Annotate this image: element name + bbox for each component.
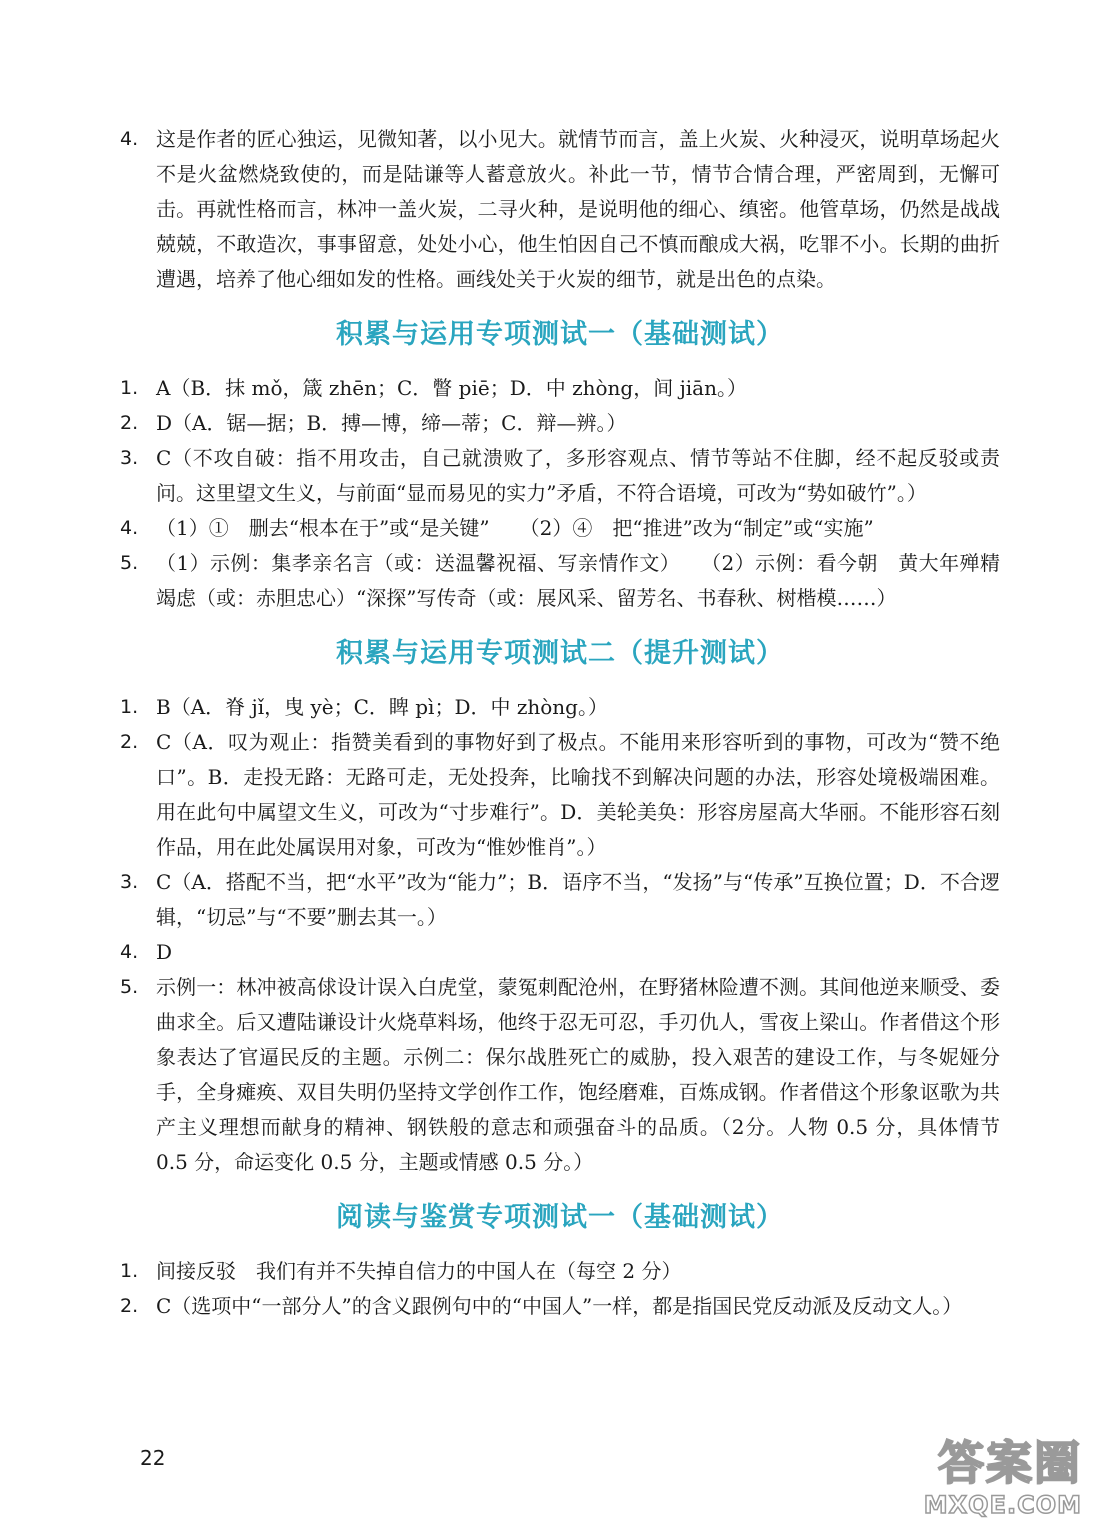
item-number: 3.	[120, 871, 139, 893]
item-number: 1.	[120, 1260, 139, 1282]
item-number: 2.	[120, 412, 139, 434]
answer-item	[120, 122, 1000, 297]
watermark-main: 答案圈	[938, 1436, 1082, 1490]
item-number: 4.	[120, 941, 139, 963]
item-text: （1）示例：集孝亲名言（或：送温馨祝福、写亲情作文） （2）示例：看今朝 黄大年殚精竭虑（或：赤胆忠心）“深探”写传奇（或：展风采、留芳名、书春秋、树楷模……）	[156, 551, 1000, 610]
answer-item	[120, 690, 1000, 725]
item-number: 2.	[120, 731, 139, 753]
watermark-sub: MXQE.COM	[923, 1491, 1082, 1519]
answer-item	[120, 546, 1000, 616]
item-text: 间接反驳 我们有并不失掉自信力的中国人在（每空 2 分）	[156, 1259, 682, 1283]
answer-item	[120, 441, 1000, 511]
answer-item	[120, 1289, 1000, 1324]
section-title: 积累与运用专项测试一（基础测试）	[336, 319, 784, 350]
page-content	[120, 122, 1000, 1324]
item-number: 1.	[120, 696, 139, 718]
section-title: 阅读与鉴赏专项测试一（基础测试）	[336, 1202, 784, 1233]
item-text: C（A．叹为观止：指赞美看到的事物好到了极点。不能用来形容听到的事物，可改为“赞不绝口”。B．走投无路：无路可走，无处投奔，比喻找不到解决问题的办法，形容处境极端困难。用在此句中属望文生义，可改为“寸步难行”。D．美轮美奂：形容房屋高大华丽。不能形容石刻作品，用在此处属误用对象，可改为“惟妙惟肖”。）	[156, 730, 1000, 859]
item-text: 这是作者的匠心独运，见微知著，以小见大。就情节而言，盖上火炭、火种浸灭，说明草场起火不是火盆燃烧致使的，而是陆谦等人蓄意放火。补此一节，情节合情合理，严密周到，无懈可击。再就性格而言，林冲一盖火炭，二寻火种，是说明他的细心、缜密。他管草场，仍然是战战兢兢，不敢造次，事事留意，处处小心，他生怕因自己不慎而酿成大祸，吃罪不小。长期的曲折遭遇，培养了他心细如发的性格。画线处关于火炭的细节，就是出色的点染。	[156, 127, 1000, 291]
item-number: 2.	[120, 1295, 139, 1317]
answer-item	[120, 725, 1000, 865]
page-number: 22	[140, 1446, 166, 1470]
item-text: D（A．锯—据；B．搏—博，缔—蒂；C．辩—辨。）	[156, 411, 627, 435]
section-accumulation-1	[120, 317, 1000, 616]
item-number: 4.	[120, 128, 139, 150]
watermark-logo	[902, 1436, 1082, 1528]
item-number: 5.	[120, 552, 139, 574]
answer-item	[120, 970, 1000, 1180]
item-text: D	[156, 940, 173, 964]
item-text: C（A．搭配不当，把“水平”改为“能力”；B．语序不当，“发扬”与“传承”互换位置；D．不合逻辑，“切忌”与“不要”删去其一。）	[156, 870, 1000, 929]
item-text: C（选项中“一部分人”的含义跟例句中的“中国人”一样，都是指国民党反动派及反动文人。）	[156, 1294, 963, 1318]
answer-item	[120, 1254, 1000, 1289]
item-text: B（A．脊 jǐ，曳 yè；C．睥 pì；D．中 zhòng。）	[156, 695, 608, 719]
answer-item	[120, 935, 1000, 970]
item-number: 4.	[120, 517, 139, 539]
item-text: C（不攻自破：指不用攻击，自己就溃败了，多形容观点、情节等站不住脚，经不起反驳或责问。这里望文生义，与前面“显而易见的实力”矛盾，不符合语境，可改为“势如破竹”。）	[156, 446, 1000, 505]
section-title: 积累与运用专项测试二（提升测试）	[336, 638, 784, 669]
answer-item	[120, 371, 1000, 406]
item-text: （1）① 删去“根本在于”或“是关键” （2）④ 把“推进”改为“制定”或“实施”	[156, 516, 874, 540]
item-number: 3.	[120, 447, 139, 469]
item-text: A（B．抹 mǒ，箴 zhēn；C．瞥 piē；D．中 zhòng，间 jiān。）	[156, 376, 747, 400]
section-reading-1	[120, 1200, 1000, 1324]
item-number: 1.	[120, 377, 139, 399]
section-accumulation-2	[120, 636, 1000, 1180]
item-number: 5.	[120, 976, 139, 998]
answer-item	[120, 406, 1000, 441]
answer-item	[120, 865, 1000, 935]
item-text: 示例一：林冲被高俅设计误入白虎堂，蒙冤刺配沧州，在野猪林险遭不测。其间他逆来顺受、委曲求全。后又遭陆谦设计火烧草料场，他终于忍无可忍，手刃仇人，雪夜上梁山。作者借这个形象表达了官逼民反的主题。示例二：保尔战胜死亡的威胁，投入艰苦的建设工作，与冬妮娅分手，全身瘫痪、双目失明仍坚持文学创作工作，饱经磨难，百炼成钢。作者借这个形象讴歌为共产主义理想而献身的精神、钢铁般的意志和顽强奋斗的品质。（2分。人物 0.5 分，具体情节 0.5 分，命运变化 0.5 分，主题或情感 0.5 分。）	[156, 975, 1000, 1174]
answer-item	[120, 511, 1000, 546]
